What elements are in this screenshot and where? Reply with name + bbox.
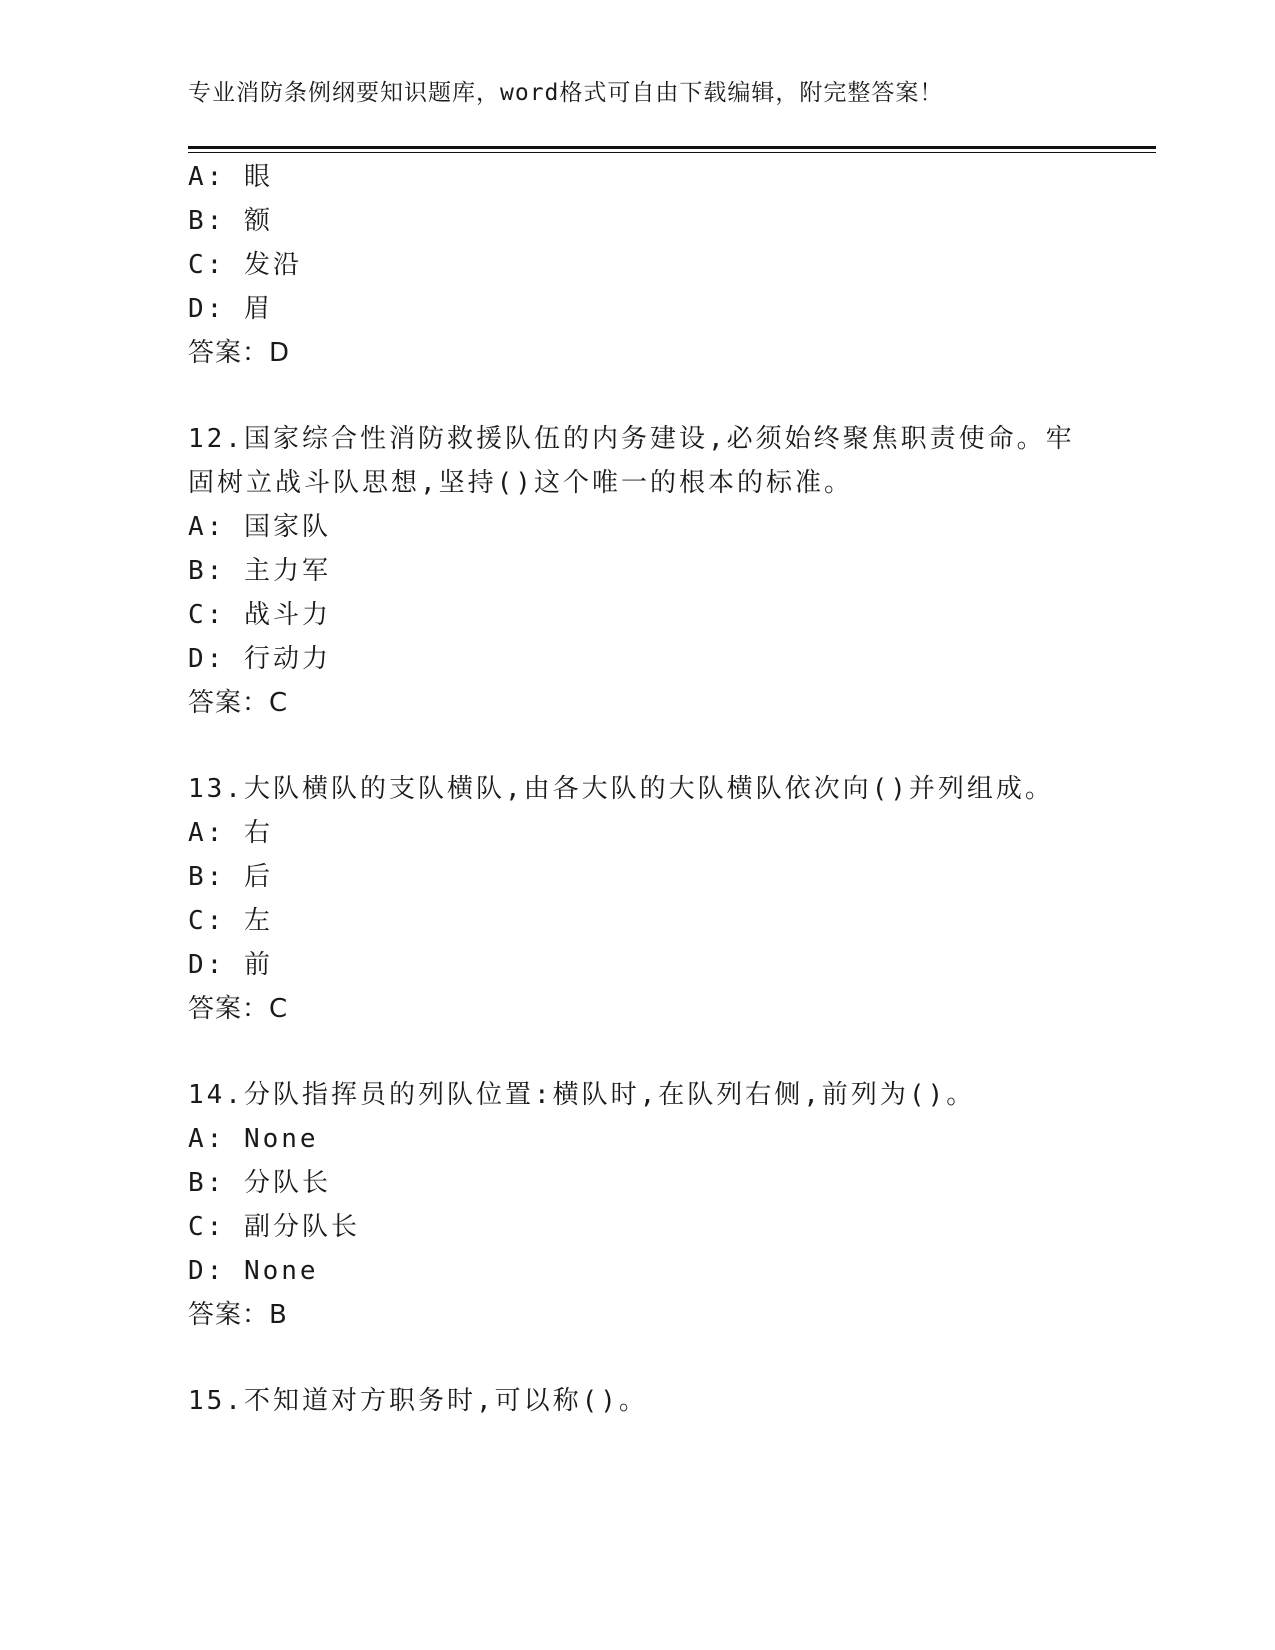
q11-option-b: B: 额	[188, 206, 273, 236]
q13-answer: 答案：C	[188, 994, 289, 1024]
q13-option-a: A: 右	[188, 818, 273, 848]
q12-option-b: B: 主力军	[188, 556, 331, 586]
q14-option-b: B: 分队长	[188, 1168, 331, 1198]
q11-option-d: D: 眉	[188, 294, 273, 324]
q11-answer: 答案：D	[188, 338, 291, 368]
q12-stem-line1: 12.国家综合性消防救援队伍的内务建设,必须始终聚焦职责使命。牢	[188, 424, 1075, 454]
q12-option-a: A: 国家队	[188, 512, 331, 542]
q14-option-c: C: 副分队长	[188, 1212, 360, 1242]
q14-option-a: A: None	[188, 1124, 319, 1154]
q13-option-c: C: 左	[188, 906, 273, 936]
q14-stem: 14.分队指挥员的列队位置:横队时,在队列右侧,前列为()。	[188, 1080, 976, 1110]
q13-option-b: B: 后	[188, 862, 273, 892]
header-divider-thick	[188, 146, 1156, 149]
q13-option-d: D: 前	[188, 950, 273, 980]
q12-stem-line2: 固树立战斗队思想,坚持()这个唯一的根本的标准。	[188, 468, 853, 498]
q12-option-d: D: 行动力	[188, 644, 331, 674]
q15-stem: 15.不知道对方职务时,可以称()。	[188, 1386, 648, 1416]
page-header: 专业消防条例纲要知识题库，word格式可自由下载编辑，附完整答案！	[188, 80, 944, 106]
q11-option-a: A: 眼	[188, 162, 273, 192]
q14-option-d: D: None	[188, 1256, 319, 1286]
q13-stem: 13.大队横队的支队横队,由各大队的大队横队依次向()并列组成。	[188, 774, 1054, 804]
q11-option-c: C: 发沿	[188, 250, 302, 280]
q14-answer: 答案：B	[188, 1300, 288, 1330]
header-divider-thin	[188, 152, 1156, 153]
q12-option-c: C: 战斗力	[188, 600, 331, 630]
q12-answer: 答案：C	[188, 688, 289, 718]
